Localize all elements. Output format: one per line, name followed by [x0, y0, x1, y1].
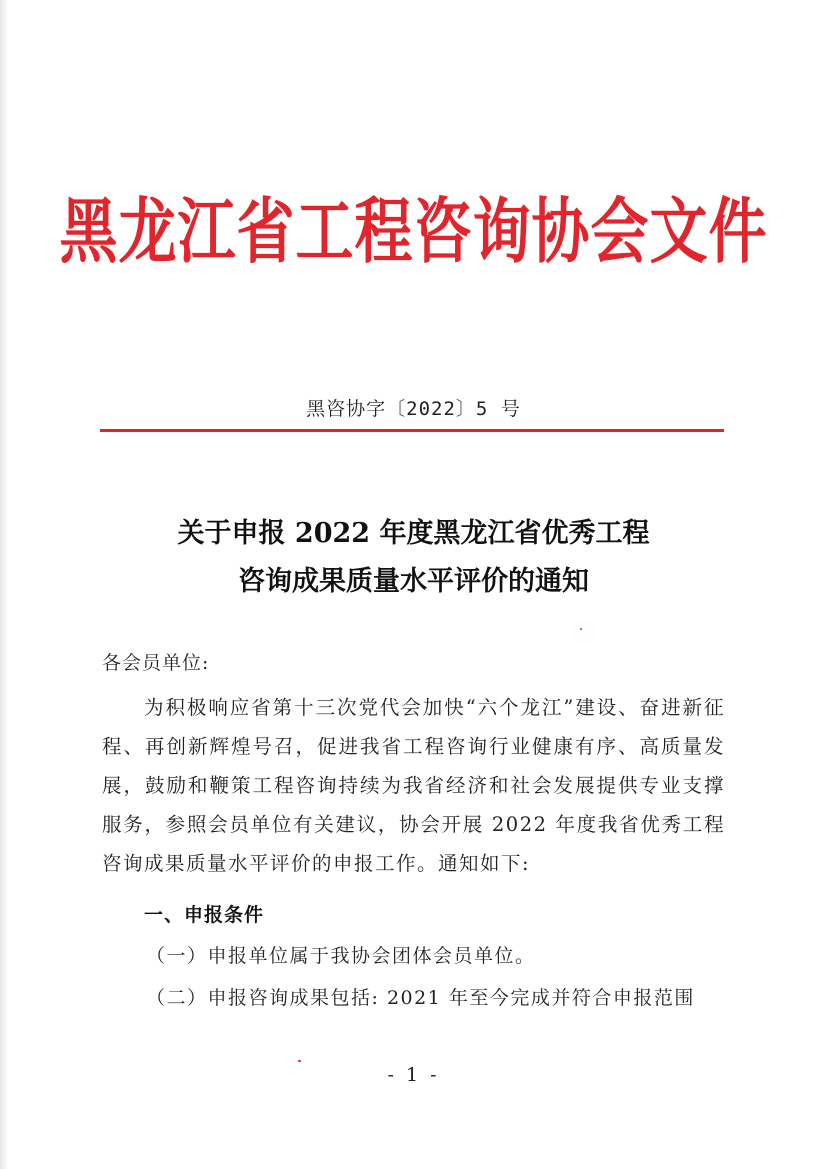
- salutation: 各会员单位:: [102, 652, 210, 674]
- requirement-item-2: （二）申报咨询成果包括: 2021 年至今完成并符合申报范围: [146, 987, 695, 1009]
- ink-speck: [298, 1060, 301, 1062]
- page-number: - 1 -: [387, 1064, 440, 1086]
- ink-speck: [580, 628, 582, 630]
- section-heading-requirements: 一、申报条件: [144, 904, 265, 926]
- document-number: 黑咨协字〔2022〕5 号: [306, 398, 521, 420]
- red-divider-line: [100, 429, 724, 432]
- notice-title-line-1: 关于申报 2022 年度黑龙江省优秀工程: [177, 518, 650, 549]
- requirement-item-1: （一）申报单位属于我协会团体会员单位。: [146, 945, 536, 967]
- masthead-title: 黑龙江省工程咨询协会文件: [59, 189, 768, 273]
- body-paragraph: 为积极响应省第十三次党代会加快“六个龙江”建设、奋进新征程、再创新辉煌号召，促进我省工程咨询行业健康有序、高质量发展，鼓励和鞭策工程咨询持续为我省经济和社会发展提供专业支撑服务，参照会员单位有关建议，协会开展 2022 年度我省优秀工程咨询成果质量水平评价的申报工作。通知如下:: [102, 696, 725, 875]
- notice-title: [0, 510, 827, 606]
- notice-title-line-2: 咨询成果质量水平评价的通知: [238, 566, 589, 597]
